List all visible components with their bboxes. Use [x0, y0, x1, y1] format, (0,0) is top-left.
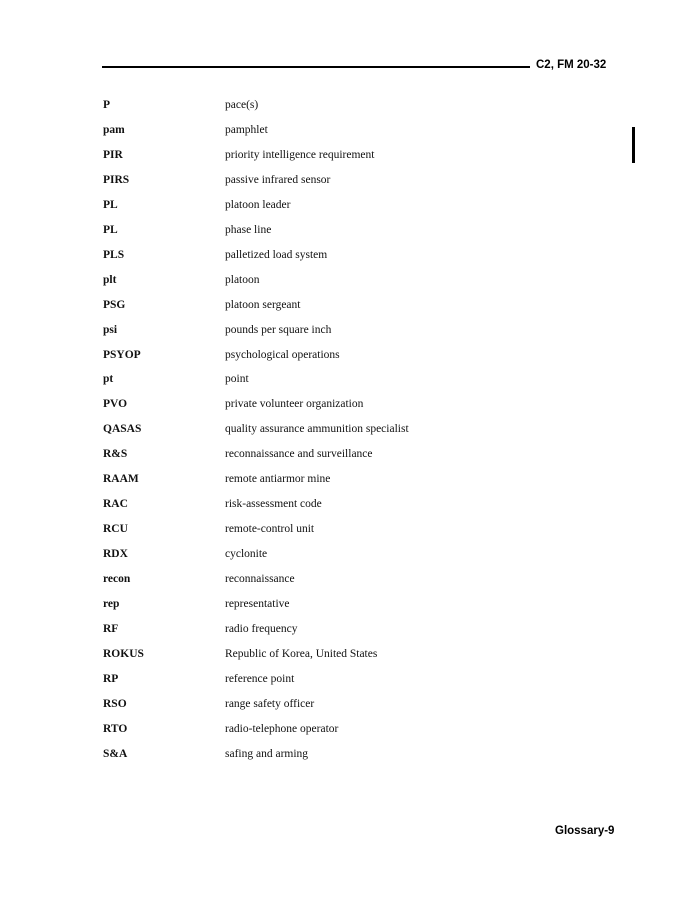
glossary-term: RCU [103, 523, 128, 536]
glossary-entry [0, 673, 695, 693]
glossary-term: RF [103, 622, 119, 635]
glossary-term: pam [103, 123, 125, 136]
glossary-definition: quality assurance ammunition specialist [225, 423, 409, 436]
glossary-term: PVO [103, 398, 128, 411]
glossary-definition: remote antiarmor mine [225, 473, 331, 486]
glossary-term: PL [103, 223, 118, 236]
glossary-term: QASAS [103, 423, 142, 436]
glossary-entry [0, 423, 695, 443]
glossary-definition: passive infrared sensor [225, 173, 331, 186]
glossary-definition: platoon sergeant [225, 298, 301, 311]
glossary-term: plt [103, 273, 117, 286]
glossary-entry [0, 648, 695, 668]
glossary-definition: radio-telephone operator [225, 722, 339, 735]
glossary-definition: risk-assessment code [225, 498, 322, 511]
glossary-entry [0, 473, 695, 493]
glossary-term: RAC [103, 498, 128, 511]
glossary-entry [0, 99, 695, 119]
glossary-entry [0, 573, 695, 593]
glossary-entry [0, 349, 695, 369]
glossary-term: ROKUS [103, 647, 144, 660]
glossary-term: P [103, 99, 111, 111]
glossary-entry [0, 523, 695, 543]
glossary-definition: reconnaissance [225, 573, 295, 586]
glossary-term: PLS [103, 248, 125, 261]
document-id: C2, FM 20-32 [536, 59, 607, 71]
glossary-entry [0, 448, 695, 468]
glossary-entry [0, 373, 695, 393]
glossary-definition: reference point [225, 672, 295, 685]
glossary-definition: range safety officer [225, 697, 315, 710]
glossary-definition: cyclonite [225, 548, 268, 561]
glossary-entry [0, 748, 695, 768]
glossary-entry [0, 398, 695, 418]
glossary-definition: Republic of Korea, United States [225, 647, 378, 660]
glossary-definition: point [225, 373, 249, 386]
glossary-definition: pamphlet [225, 123, 268, 136]
glossary-term: PIR [103, 148, 123, 161]
glossary-term: PIRS [103, 173, 130, 186]
glossary-term: RP [103, 672, 119, 685]
glossary-definition: phase line [225, 223, 272, 236]
glossary-entry [0, 598, 695, 618]
glossary-entry [0, 723, 695, 743]
glossary-entry [0, 548, 695, 568]
glossary-term: RSO [103, 697, 127, 710]
glossary-entry [0, 224, 695, 244]
glossary-term: rep [103, 598, 120, 610]
glossary-definition: remote-control unit [225, 523, 315, 536]
glossary-entry [0, 498, 695, 518]
glossary-term: RTO [103, 722, 128, 735]
page-number: Glossary-9 [555, 825, 615, 837]
glossary-term: R&S [103, 448, 128, 461]
glossary-entry [0, 249, 695, 269]
glossary-definition: platoon [225, 273, 260, 286]
glossary-definition: safing and arming [225, 747, 309, 760]
glossary-term: pt [103, 373, 114, 386]
glossary-entry [0, 199, 695, 219]
glossary-definition: psychological operations [225, 348, 340, 361]
header-rule [102, 66, 530, 68]
glossary-entry [0, 324, 695, 344]
glossary-term: PL [103, 198, 118, 211]
glossary-definition: representative [225, 598, 290, 610]
glossary-definition: pounds per square inch [225, 323, 332, 336]
glossary-definition: radio frequency [225, 622, 298, 635]
glossary-entry [0, 174, 695, 194]
glossary-term: RDX [103, 548, 128, 561]
glossary-entry [0, 698, 695, 718]
glossary-entry [0, 299, 695, 319]
glossary-definition: private volunteer organization [225, 398, 364, 411]
glossary-definition: pace(s) [225, 99, 259, 111]
glossary-entry [0, 274, 695, 294]
glossary-definition: platoon leader [225, 198, 291, 211]
glossary-term: RAAM [103, 473, 139, 486]
glossary-definition: palletized load system [225, 248, 328, 261]
glossary-definition: priority intelligence requirement [225, 148, 375, 161]
glossary-term: S&A [103, 747, 128, 760]
glossary-term: PSYOP [103, 348, 141, 361]
glossary-definition: reconnaissance and surveillance [225, 448, 373, 461]
glossary-entry [0, 149, 695, 169]
glossary-term: recon [103, 573, 131, 586]
glossary-entry [0, 124, 695, 144]
glossary-entry [0, 623, 695, 643]
glossary-term: psi [103, 323, 118, 336]
glossary-term: PSG [103, 298, 126, 311]
